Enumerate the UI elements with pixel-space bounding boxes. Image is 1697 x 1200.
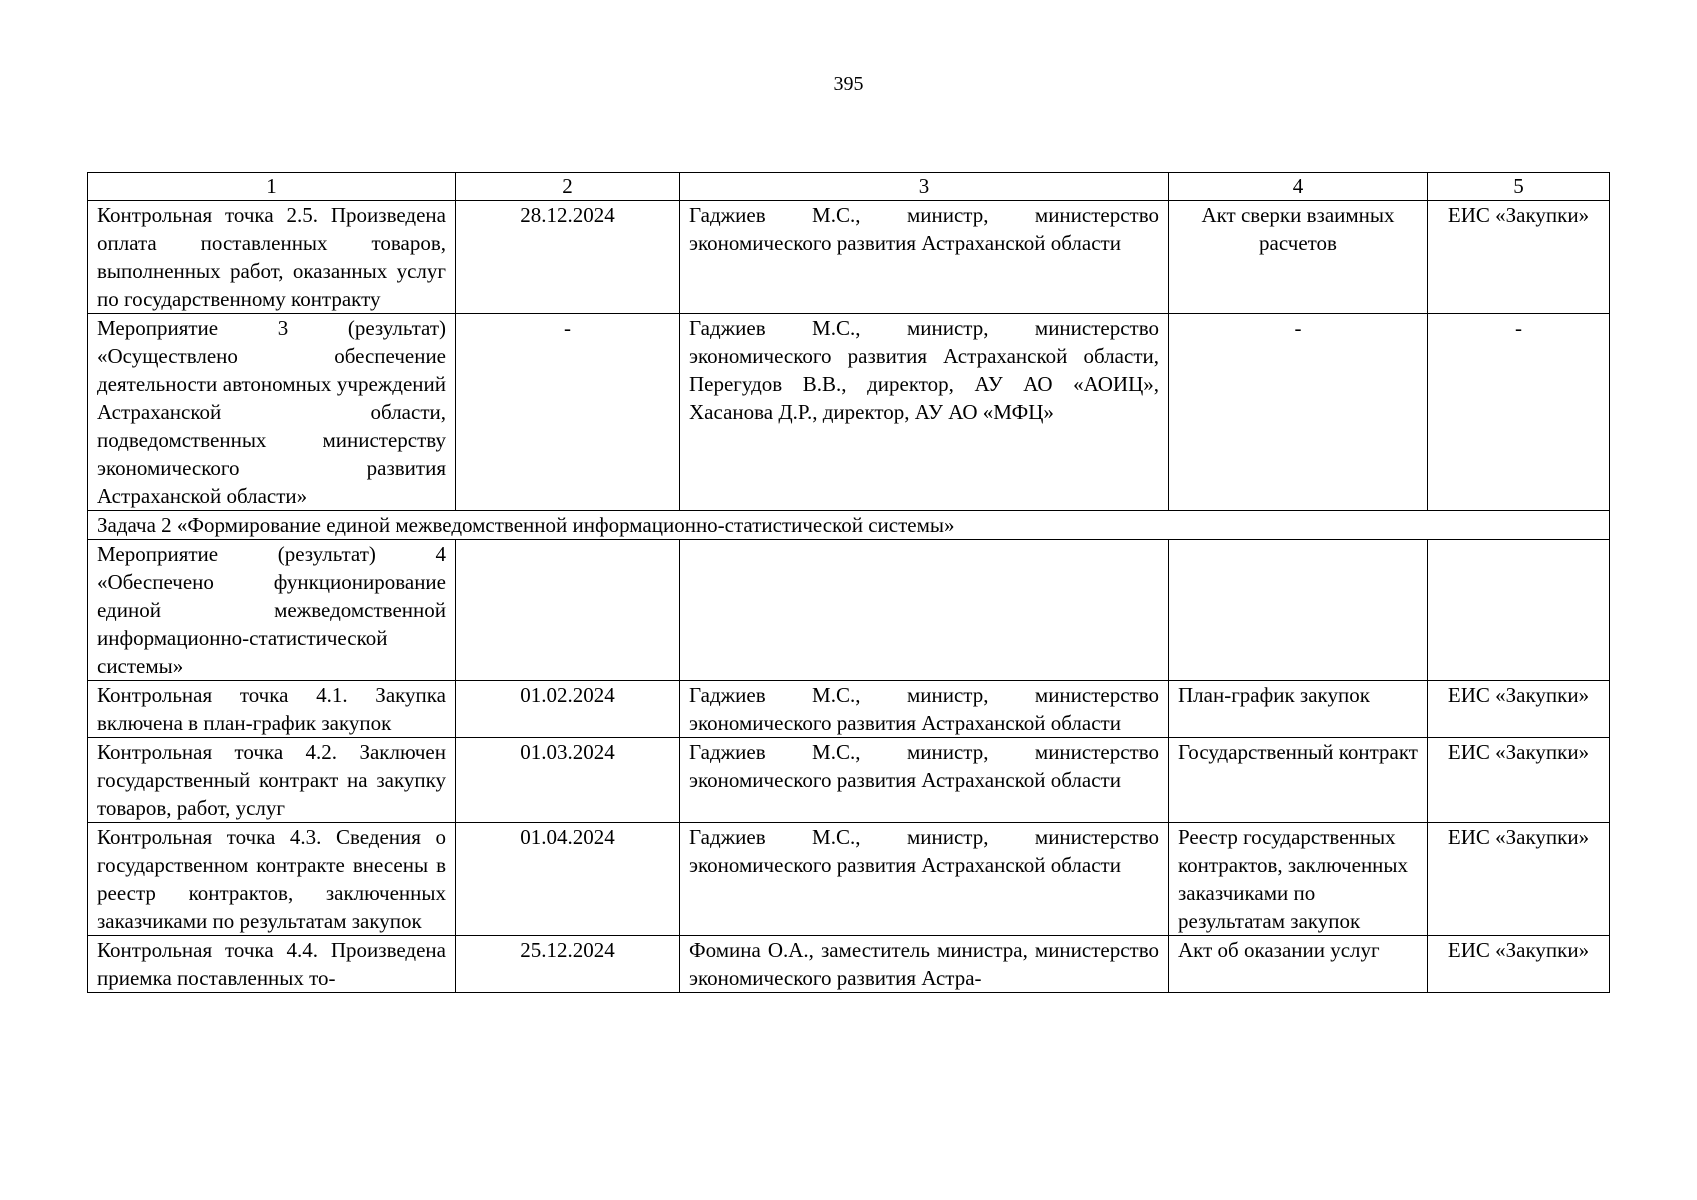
cell-responsible: Фомина О.А., заместитель министра, министерство экономического развития Астра-	[680, 936, 1169, 993]
table-row	[88, 681, 1610, 738]
cell-system: ЕИС «Закупки»	[1428, 936, 1610, 993]
column-header: 3	[680, 173, 1169, 201]
cell-document: План-график закупок	[1169, 681, 1428, 738]
cell-document	[1169, 540, 1428, 681]
column-header: 2	[456, 173, 680, 201]
cell-date: 25.12.2024	[456, 936, 680, 993]
cell-date: 01.02.2024	[456, 681, 680, 738]
column-header: 1	[88, 173, 456, 201]
cell-system: ЕИС «Закупки»	[1428, 681, 1610, 738]
cell-date: 28.12.2024	[456, 201, 680, 314]
cell-name: Контрольная точка 2.5. Произведена оплата поставленных товаров, выполненных работ, оказанных услуг по государственному контракту	[88, 201, 456, 314]
cell-date: 01.04.2024	[456, 823, 680, 936]
plan-table	[87, 172, 1610, 993]
cell-responsible: Гаджиев М.С., министр, министерство экономического развития Астраханской области	[680, 738, 1169, 823]
cell-system: ЕИС «Закупки»	[1428, 201, 1610, 314]
cell-name: Контрольная точка 4.3. Сведения о государственном контракте внесены в реестр контрактов, заключенных заказчиками по результатам закупок	[88, 823, 456, 936]
cell-document: Реестр государственных контрактов, заключенных заказчиками по результатам закупок	[1169, 823, 1428, 936]
table-row	[88, 540, 1610, 681]
cell-system	[1428, 540, 1610, 681]
cell-responsible	[680, 540, 1169, 681]
table-row	[88, 823, 1610, 936]
cell-system: ЕИС «Закупки»	[1428, 823, 1610, 936]
cell-document: -	[1169, 314, 1428, 511]
cell-date: 01.03.2024	[456, 738, 680, 823]
cell-date: -	[456, 314, 680, 511]
task-row	[88, 511, 1610, 540]
cell-system: ЕИС «Закупки»	[1428, 738, 1610, 823]
page-number: 395	[833, 73, 864, 95]
cell-responsible: Гаджиев М.С., министр, министерство экономического развития Астраханской области, Перегудов В.В., директор, АУ АО «АОИЦ», Хасанова Д.Р., директор, АУ АО «МФЦ»	[680, 314, 1169, 511]
task-title: Задача 2 «Формирование единой межведомственной информационно-статистической системы»	[88, 511, 1610, 540]
cell-responsible: Гаджиев М.С., министр, министерство экономического развития Астраханской области	[680, 681, 1169, 738]
cell-name: Мероприятие 3 (результат) «Осуществлено обеспечение деятельности автономных учреждений Астраханской области, подведомственных министерству экономического развития Астраханской области»	[88, 314, 456, 511]
table-row	[88, 738, 1610, 823]
cell-document: Акт об оказании услуг	[1169, 936, 1428, 993]
cell-system: -	[1428, 314, 1610, 511]
cell-name: Контрольная точка 4.4. Произведена приемка поставленных то-	[88, 936, 456, 993]
cell-name: Контрольная точка 4.1. Закупка включена в план-график закупок	[88, 681, 456, 738]
column-header: 5	[1428, 173, 1610, 201]
cell-document: Акт сверки взаимных расчетов	[1169, 201, 1428, 314]
cell-responsible: Гаджиев М.С., министр, министерство экономического развития Астраханской области	[680, 823, 1169, 936]
cell-name: Контрольная точка 4.2. Заключен государственный контракт на закупку товаров, работ, услуг	[88, 738, 456, 823]
table-row	[88, 201, 1610, 314]
cell-date	[456, 540, 680, 681]
column-header: 4	[1169, 173, 1428, 201]
cell-responsible: Гаджиев М.С., министр, министерство экономического развития Астраханской области	[680, 201, 1169, 314]
table-row	[88, 936, 1610, 993]
cell-document: Государственный контракт	[1169, 738, 1428, 823]
table-row	[88, 314, 1610, 511]
table-header-row	[88, 173, 1610, 201]
cell-name: Мероприятие (результат) 4 «Обеспечено функционирование единой межведомственной информационно-статистической системы»	[88, 540, 456, 681]
